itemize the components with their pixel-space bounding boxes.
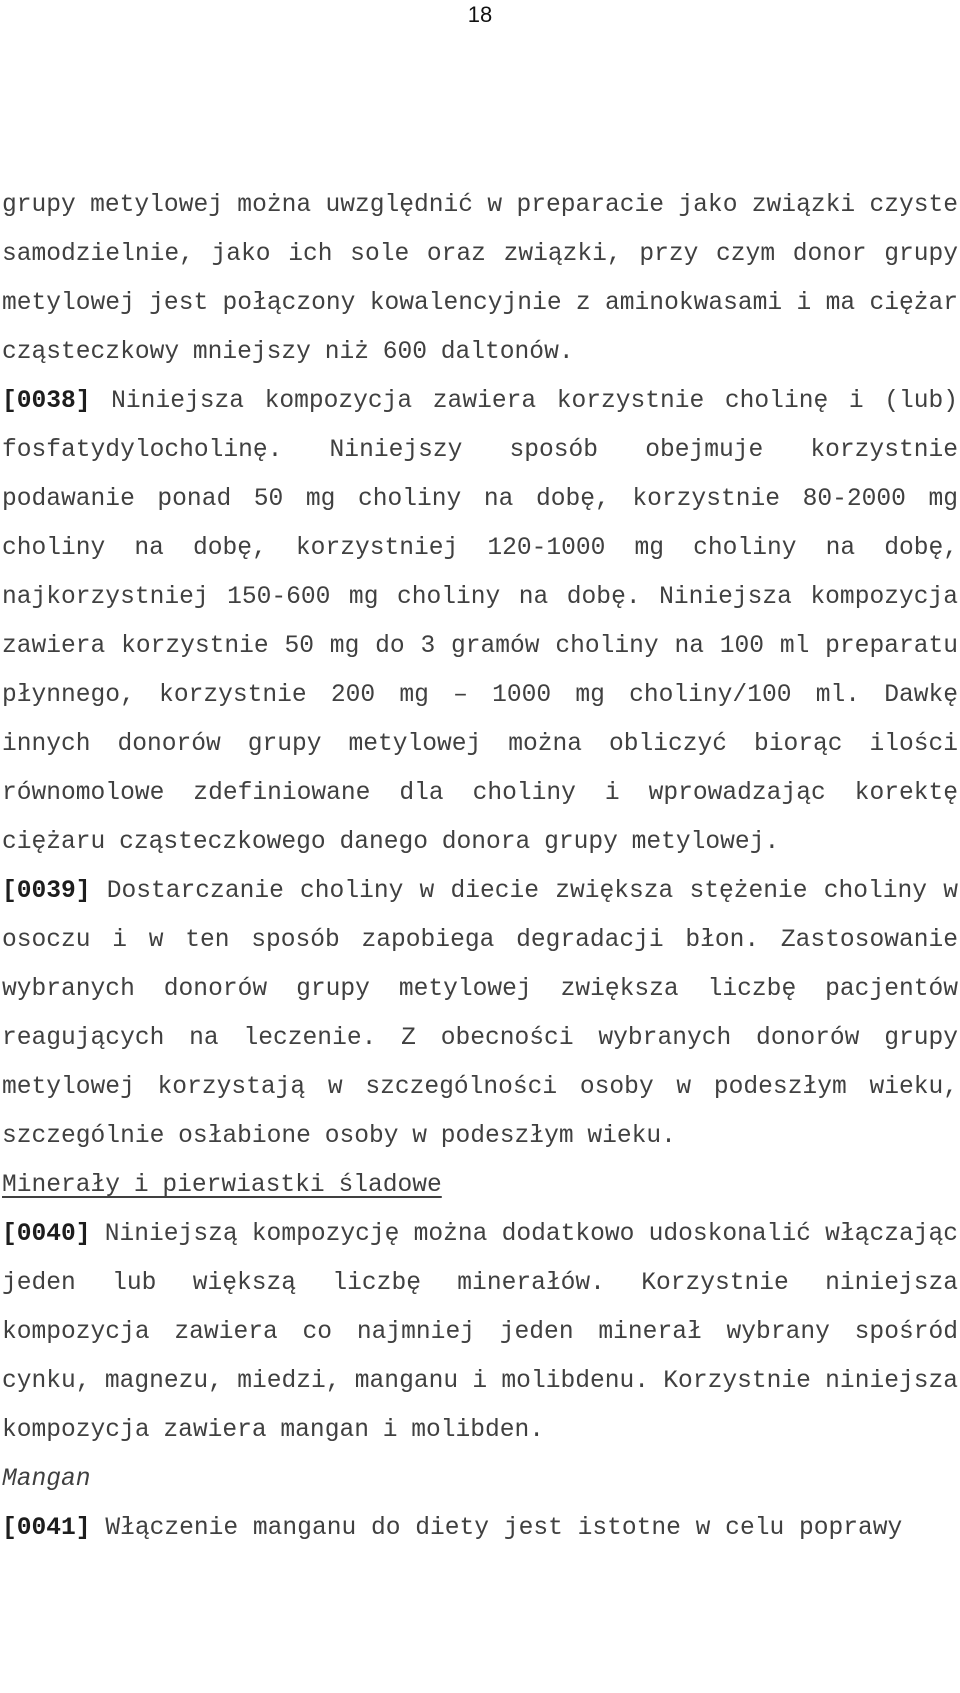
document-body (2, 181, 958, 1553)
paragraph-0039 (2, 867, 958, 1161)
paragraph-number: [0039] (2, 878, 91, 905)
paragraph-0038 (2, 377, 958, 867)
paragraph-text: Niniejszą kompozycję można dodatkowo udoskonalić włączając jeden lub większą liczbę minerałów. Korzystnie niniejsza kompozycja zawiera co najmniej jeden minerał wybrany spośród cynku, magnezu, miedzi, manganu i molibdenu. Korzystnie niniejsza kompozycja zawiera mangan i molibden. (2, 1221, 958, 1444)
paragraph-number: [0038] (2, 388, 91, 415)
page-number: 18 (467, 2, 493, 27)
paragraph-text: Włączenie manganu do diety jest istotne w celu poprawy (90, 1515, 903, 1542)
paragraph-text: Niniejsza kompozycja zawiera korzystnie cholinę i (lub) fosfatydylocholinę. Niniejszy sposób obejmuje korzystnie podawanie ponad 50 mg choliny na dobę, korzystnie 80-2000 mg choliny na dobę, korzystniej 120-1000 mg choliny na dobę, najkorzystniej 150-600 mg choliny na dobę. Niniejsza kompozycja zawiera korzystnie 50 mg do 3 gramów choliny na 100 ml preparatu płynnego, korzystnie 200 mg – 1000 mg choliny/100 ml. Dawkę innych donorów grupy metylowej można obliczyć biorąc ilości równomolowe zdefiniowane dla choliny i wprowadzając korektę ciężaru cząsteczkowego danego donora grupy metylowej. (2, 388, 958, 856)
paragraph-number: [0040] (2, 1221, 91, 1248)
paragraph-text: grupy metylowej można uwzględnić w preparacie jako związki czyste samodzielnie, jako ich sole oraz związki, przy czym donor grupy metylowej jest połączony kowalencyjnie z aminokwasami i ma ciężar cząsteczkowy mniejszy niż 600 daltonów. (2, 192, 958, 366)
section-heading-mangan: Mangan (2, 1466, 91, 1493)
paragraph-text: Dostarczanie choliny w diecie zwiększa stężenie choliny w osoczu i w ten sposób zapobiega degradacji błon. Zastosowanie wybranych donorów grupy metylowej zwiększa liczbę pacjentów reagujących na leczenie. Z obecności wybranych donorów grupy metylowej korzystają w szczególności osoby w podeszłym wieku, szczególnie osłabione osoby w podeszłym wieku. (2, 878, 958, 1150)
paragraph-0040 (2, 1210, 958, 1455)
paragraph-number: [0041] (2, 1515, 91, 1542)
section-heading-minerals: Minerały i pierwiastki śladowe (2, 1172, 442, 1199)
paragraph-0041 (2, 1504, 958, 1553)
paragraph-continuation (2, 181, 958, 377)
